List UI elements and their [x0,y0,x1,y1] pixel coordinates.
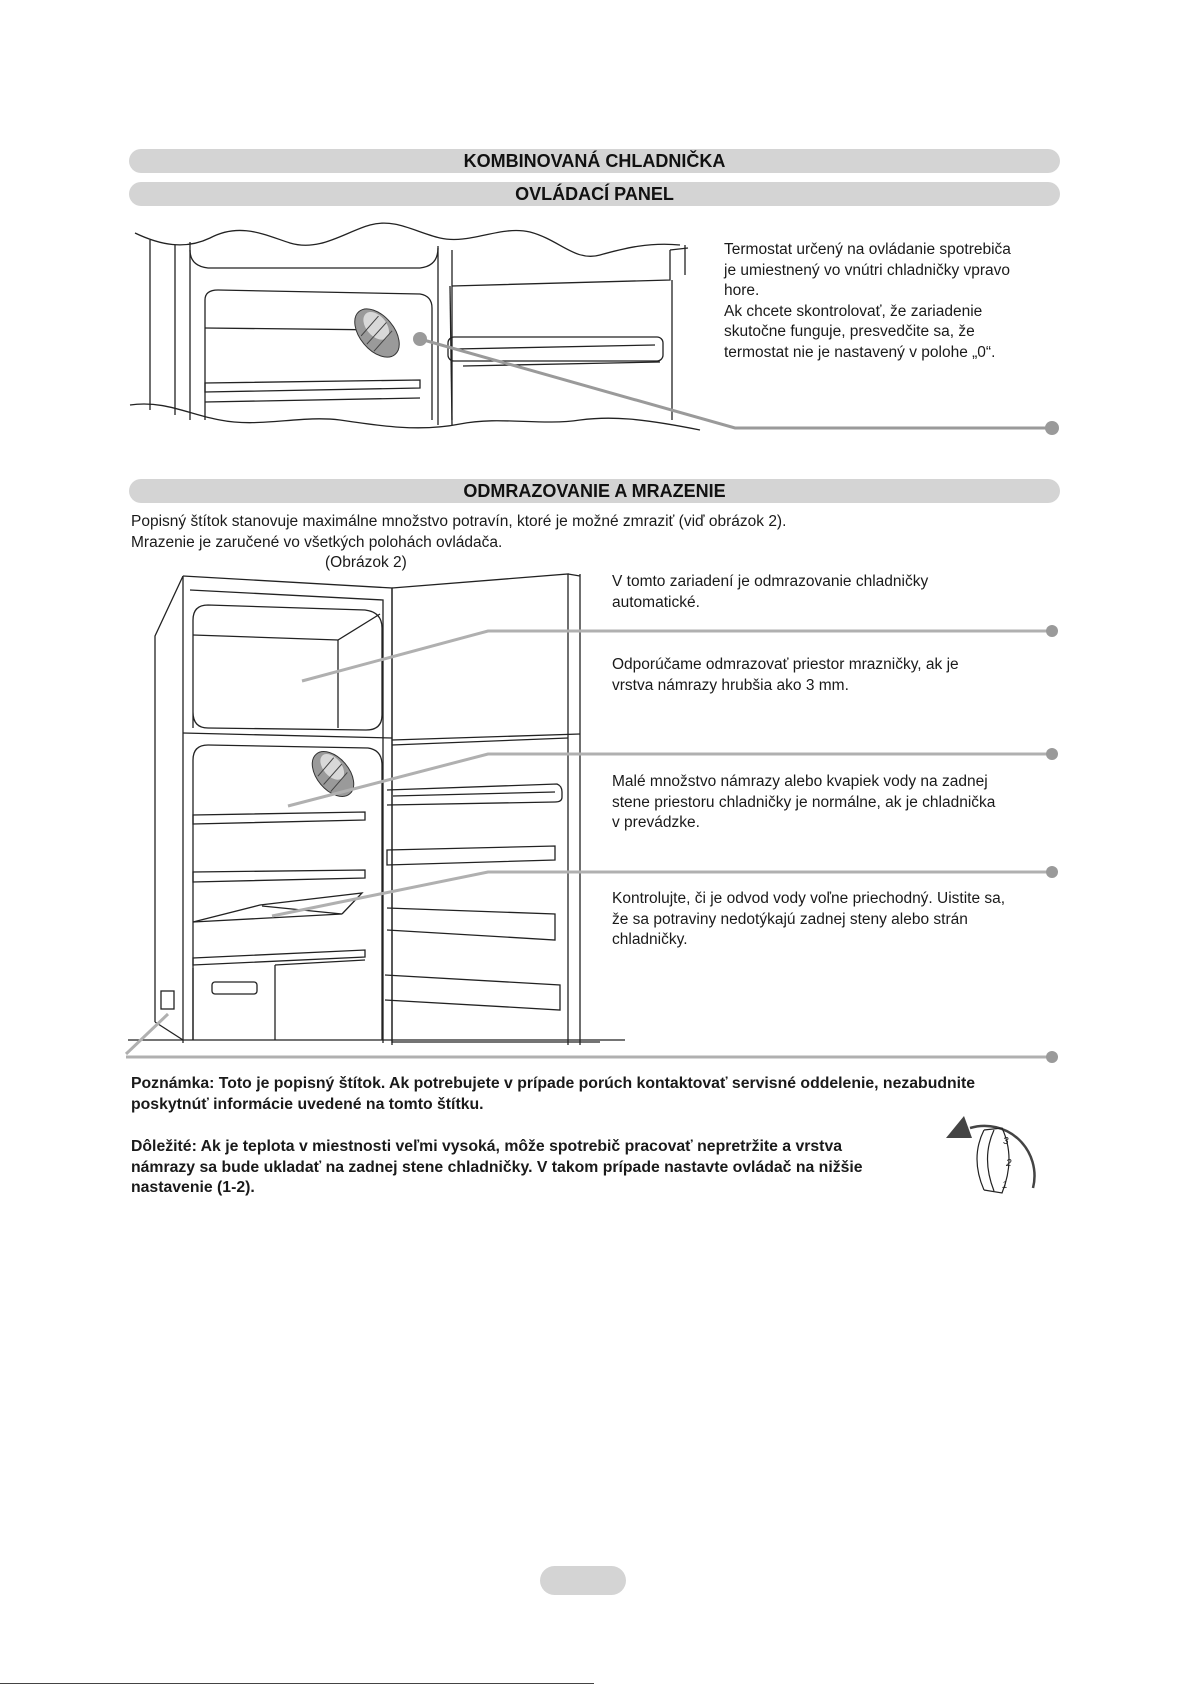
note-line: Poznámka: Toto je popisný štítok. Ak potrebujete v prípade porúch kontaktovať servisné oddelenie, nezabudnite [131,1075,976,1092]
defrost-intro-line: Mrazenie je zaručené vo všetkých polohách ovládača. [131,533,503,551]
callout-line: automatické. [612,593,700,611]
control-panel-line: skutočne funguje, presvedčite sa, že [724,323,975,340]
callout-line: že sa potraviny nedotýkajú zadnej steny alebo strán [612,910,968,928]
important-line: nastavenie (1-2). [131,1179,255,1196]
callout-line: V tomto zariadení je odmrazovanie chladničky [612,573,929,590]
section-title-control-panel: OVLÁDACÍ PANEL [129,182,1060,206]
main-title: KOMBINOVANÁ CHLADNIČKA [129,149,1060,173]
callout-line: v prevádzke. [612,814,700,831]
dial-mark: 2 [1006,1158,1012,1169]
callout-line: chladničky. [612,931,688,948]
callout-line: stene priestoru chladničky je normálne, ak je chladnička [612,793,996,811]
important-line: námrazy sa bude ukladať na zadnej stene chladničky. V takom prípade nastavte ovládač na nižšie [131,1158,863,1176]
dial-mark: 3 [1003,1136,1009,1147]
control-panel-line: Termostat určený na ovládanie spotrebiča [724,241,1011,258]
callout-line: vrstva námrazy hrubšia ako 3 mm. [612,676,849,694]
defrost-intro-line: Popisný štítok stanovuje maximálne množstvo potravín, ktoré je možné zmraziť (viď obrázok 2). [131,513,787,530]
important-line: Dôležité: Ak je teplota v miestnosti veľmi vysoká, môže spotrebič pracovať nepretržite a vrstva [131,1138,843,1155]
section-title-defrost: ODMRAZOVANIE A MRAZENIE [129,479,1060,503]
note-line: poskytnúť informácie uvedené na tomto štítku. [131,1095,484,1113]
figure-caption: (Obrázok 2) [325,554,407,571]
callout-line: Odporúčame odmrazovať priestor mrazničky, ak je [612,656,959,673]
control-panel-line: termostat nie je nastavený v polohe „0“. [724,343,996,361]
page-number-pill [540,1566,626,1595]
control-panel-line: Ak chcete skontrolovať, že zariadenie [724,302,983,320]
bottom-rule [0,1683,594,1684]
control-panel-line: hore. [724,282,760,299]
dial-mark: 1 [1002,1180,1008,1191]
control-panel-line: je umiestnený vo vnútri chladničky vpravo [724,261,1011,279]
callout-line: Malé množstvo námrazy alebo kvapiek vody na zadnej [612,773,988,790]
callout-line: Kontrolujte, či je odvod vody voľne priechodný. Uistite sa, [612,890,1006,907]
